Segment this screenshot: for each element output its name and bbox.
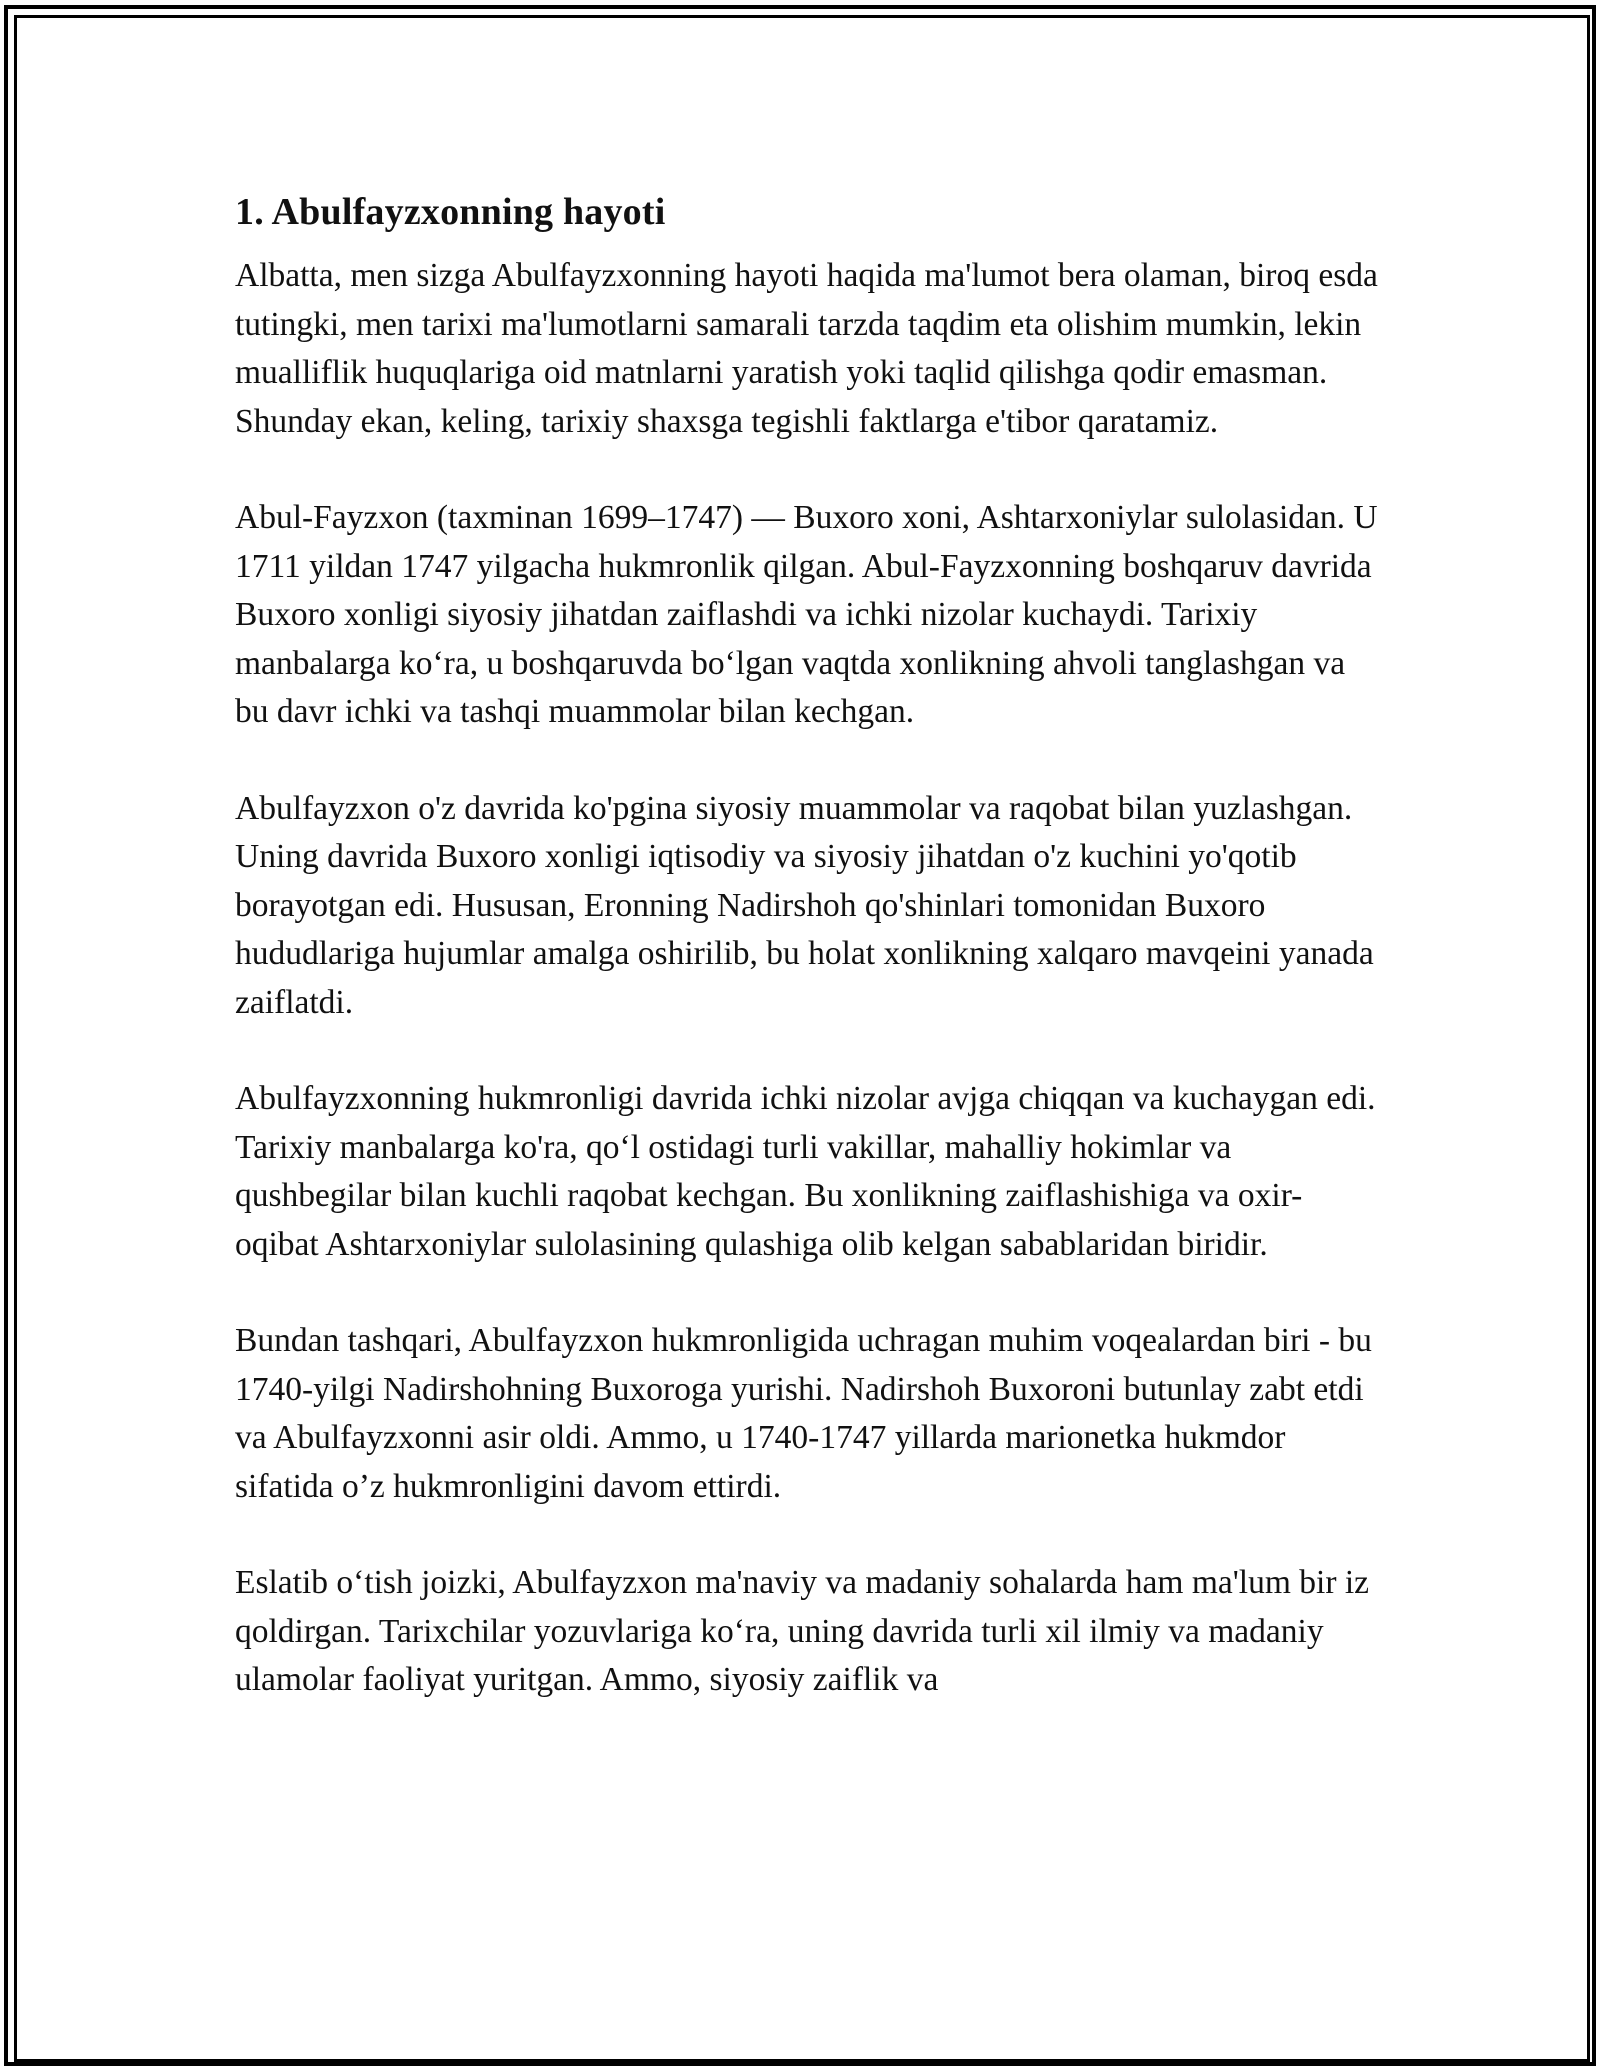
paragraph-internal-conflicts: Abulfayzxonning hukmronligi davrida ichki nizolar avjga chiqqan va kuchaygan edi. Tarixiy manbalarga ko'ra, qo‘l ostidagi turli vakillar, mahalliy hokimlar va qushbegilar bilan kuchli raqobat kechgan. Bu xonlikning zaiflashishiga va oxir-oqibat Ashtarxoniylar sulolasining qulashiga olib kelgan sabablaridan biridir. (235, 1080, 1376, 1263)
paragraph-nadirshah-campaign: Bundan tashqari, Abulfayzxon hukmronligida uchragan muhim voqealardan biri - bu 1740-yilgi Nadirshohning Buxoroga yurishi. Nadirshoh Buxoroni butunlay zabt etdi va Abulfayzxonni asir oldi. Ammo, u 1740-1747 yillarda marionetka hukmdor sifatida o’z hukmronligini davom ettirdi. (235, 1322, 1372, 1505)
paragraph-political-problems: Abulfayzxon o'z davrida ko'pgina siyosiy muammolar va raqobat bilan yuzlashgan. Uning davrida Buxoro xonligi iqtisodiy va siyosiy jihatdan o'z kuchini yo'qotib borayotgan edi. Hususan, Eronning Nadirshoh qo'shinlari tomonidan Buxoro hududlariga hujumlar amalga oshirilib, bu holat xonlikning xalqaro mavqeini yanada zaiflatdi. (235, 789, 1374, 1021)
section-heading: 1. Abulfayzxonning hayoti (235, 191, 666, 233)
document-body (235, 186, 1385, 1705)
paragraph-cultural-legacy: Eslatib o‘tish joizki, Abulfayzxon ma'naviy va madaniy sohalarda ham ma'lum bir iz qoldirgan. Tarixchilar yozuvlariga ko‘ra, uning davrida turli xil ilmiy va madaniy ulamolar faoliyat yuritgan. Ammo, siyosiy zaiflik va (235, 1564, 1370, 1698)
paragraph-biography: Abul-Fayzxon (taxminan 1699–1747) — Buxoro xoni, Ashtarxoniylar sulolasidan. U 1711 yildan 1747 yilgacha hukmronlik qilgan. Abul-Fayzxonning boshqaruv davrida Buxoro xonligi siyosiy jihatdan zaiflashdi va ichki nizolar kuchaydi. Tarixiy manbalarga ko‘ra, u boshqaruvda bo‘lgan vaqtda xonlikning ahvoli tanglashgan va bu davr ichki va tashqi muammolar bilan kechgan. (235, 499, 1378, 730)
paragraph-intro: Albatta, men sizga Abulfayzxonning hayoti haqida ma'lumot bera olaman, biroq esda tutingki, men tarixi ma'lumotlarni samarali tarzda taqdim eta olishim mumkin, lekin mualliflik huquqlariga oid matnlarni yaratish yoki taqlid qilishga qodir emasman. Shunday ekan, keling, tarixiy shaxsga tegishli faktlarga e'tibor qaratamiz. (235, 257, 1378, 440)
